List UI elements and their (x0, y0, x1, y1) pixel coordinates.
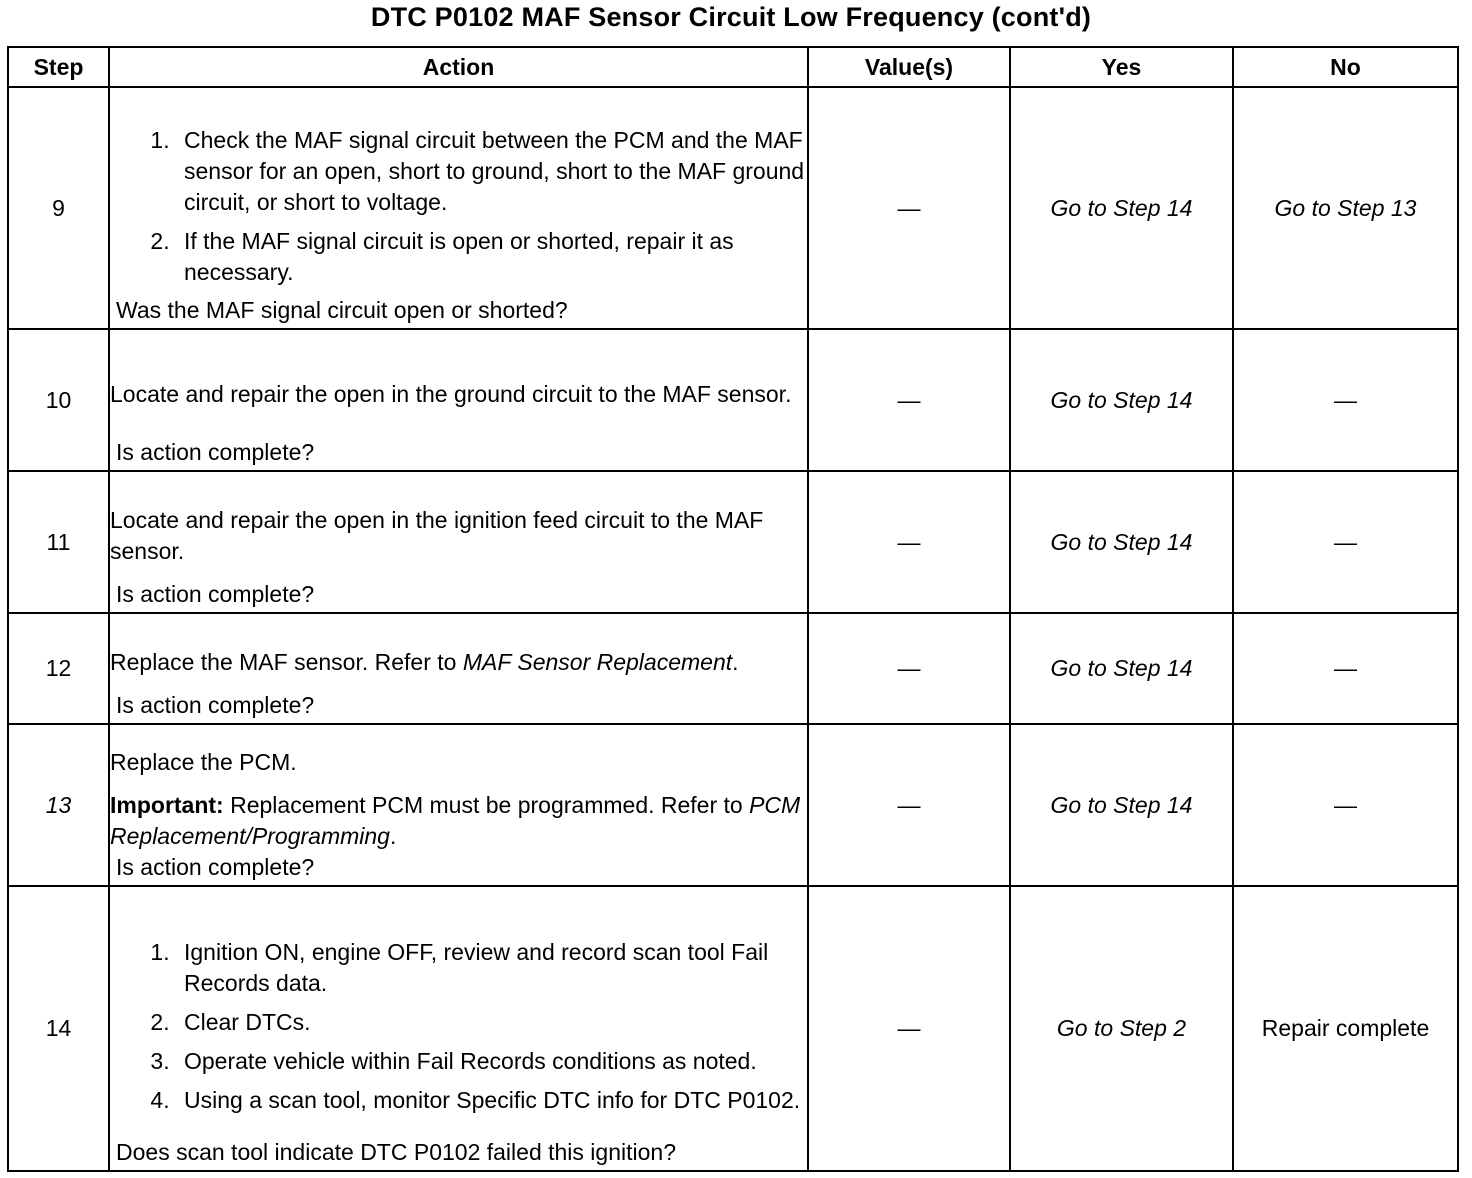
action-list-item: 1. Check the MAF signal circuit between the PCM and the MAF sensor for an open, short to ground, short to the MAF ground circuit, or short to voltage. (176, 125, 807, 218)
yes-cell: Go to Step 14 (1010, 329, 1233, 471)
action-text (110, 647, 807, 678)
action-cell (109, 87, 808, 329)
question-text: Is action complete? (116, 692, 315, 718)
step-number: 11 (8, 471, 109, 613)
important-note (110, 790, 807, 852)
value-cell: — (808, 329, 1010, 471)
value-cell: — (808, 87, 1010, 329)
header-step: Step (8, 47, 109, 87)
header-yes: Yes (1010, 47, 1233, 87)
important-text: Replacement PCM must be programmed. Refer to (223, 791, 750, 818)
reference-link: MAF Sensor Replacement (462, 649, 733, 675)
action-text: Locate and repair the open in the ignition feed circuit to the MAF sensor. (110, 507, 764, 564)
table-row (8, 886, 1458, 1171)
page-title: DTC P0102 MAF Sensor Circuit Low Frequency (cont'd) (370, 2, 1092, 32)
action-list-item: 2. If the MAF signal circuit is open or shorted, repair it as necessary. (176, 226, 807, 288)
value-cell: — (808, 724, 1010, 886)
step-number: 13 (8, 724, 109, 886)
table-row (8, 613, 1458, 724)
step-number: 10 (8, 329, 109, 471)
yes-cell: Go to Step 2 (1010, 886, 1233, 1171)
yes-cell: Go to Step 14 (1010, 87, 1233, 329)
yes-cell: Go to Step 14 (1010, 471, 1233, 613)
step-number: 14 (8, 886, 109, 1171)
no-cell: Go to Step 13 (1233, 87, 1458, 329)
yes-cell: Go to Step 14 (1010, 613, 1233, 724)
action-text-post: . (732, 649, 739, 675)
action-cell (109, 471, 808, 613)
step-number: 12 (8, 613, 109, 724)
action-list-item: 4. Using a scan tool, monitor Specific DTC info for DTC P0102. (176, 1085, 807, 1116)
step-number: 9 (8, 87, 109, 329)
no-cell: — (1233, 724, 1458, 886)
table-row (8, 724, 1458, 886)
header-action: Action (109, 47, 808, 87)
action-list-item: 2. Clear DTCs. (176, 1007, 807, 1038)
header-values: Value(s) (808, 47, 1010, 87)
question-text: Is action complete? (116, 439, 315, 465)
action-cell (109, 724, 808, 886)
no-cell: — (1233, 471, 1458, 613)
no-cell: — (1233, 613, 1458, 724)
no-cell: Repair complete (1233, 886, 1458, 1171)
action-cell (109, 613, 808, 724)
table-row (8, 471, 1458, 613)
action-cell (109, 886, 808, 1171)
question-text: Is action complete? (116, 581, 315, 607)
no-cell: — (1233, 329, 1458, 471)
action-text-pre: Replace the MAF sensor. Refer to (110, 649, 463, 675)
action-text: Replace the PCM. (110, 748, 297, 775)
question-text: Is action complete? (116, 854, 315, 880)
action-list-item: 1. Ignition ON, engine OFF, review and record scan tool Fail Records data. (176, 937, 807, 999)
action-list-item: 3. Operate vehicle within Fail Records conditions as noted. (176, 1046, 807, 1077)
value-cell: — (808, 613, 1010, 724)
action-cell (109, 329, 808, 471)
action-text: Locate and repair the open in the ground circuit to the MAF sensor. (110, 380, 792, 407)
important-label: Important: (110, 791, 224, 818)
table-row (8, 87, 1458, 329)
value-cell: — (808, 471, 1010, 613)
header-row (8, 47, 1458, 87)
diagnostic-table (7, 46, 1459, 1172)
value-cell: — (808, 886, 1010, 1171)
question-text: Was the MAF signal circuit open or shorted? (116, 297, 568, 323)
header-no: No (1233, 47, 1458, 87)
table-row (8, 329, 1458, 471)
question-text: Does scan tool indicate DTC P0102 failed this ignition? (116, 1139, 676, 1165)
important-post: . (389, 822, 397, 849)
reference-link: PCM Replacement/Programming (110, 791, 801, 849)
yes-cell: Go to Step 14 (1010, 724, 1233, 886)
